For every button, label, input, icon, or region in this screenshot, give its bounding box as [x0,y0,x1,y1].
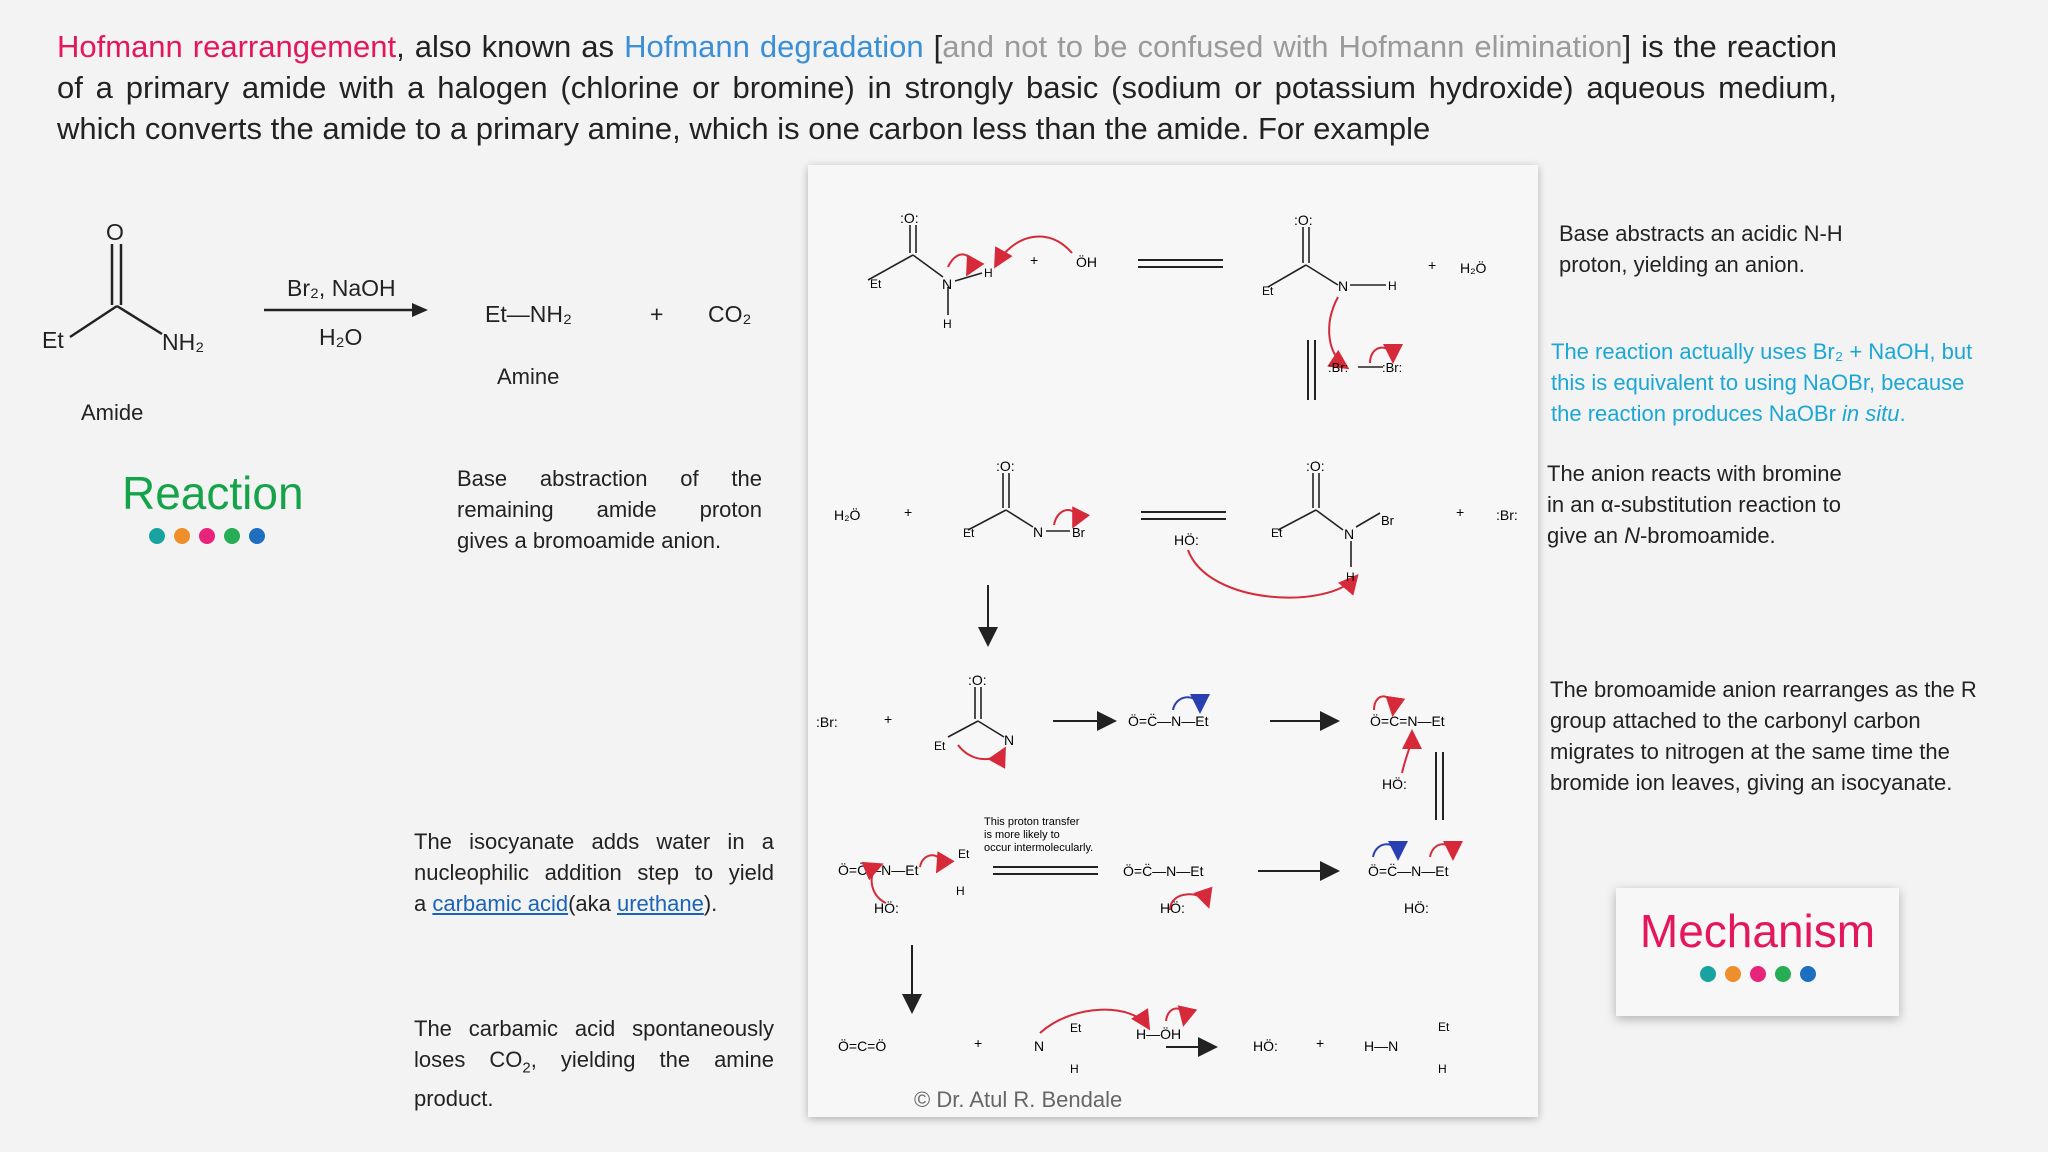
amine-label: Amine [497,364,560,389]
step2-n: N [1033,524,1044,540]
step2-h2o: H₂Ö [834,507,861,523]
step2-bromoamide [1278,473,1380,567]
reaction-dot [199,528,215,544]
step4-et: Et [958,847,970,861]
note-text: give an [1547,523,1625,548]
intro-paragraph [57,26,1837,149]
step1-o: :O: [900,210,919,226]
step3-ho: HÖ: [1382,776,1407,792]
bracket-open: [ [933,29,943,64]
step1-n: N [942,276,953,292]
equilibrium-arrows-vertical-2 [1436,752,1443,820]
step5-amine: H—N [1364,1038,1399,1054]
step2-br-ion: :Br: [1496,507,1518,523]
reaction-dot [224,528,240,544]
note-carbamic [414,1013,774,1114]
amide-structure [70,244,162,337]
step3-plus: + [884,711,893,727]
proton-note-1: This proton transfer [984,816,1080,828]
product-plus: + [650,301,664,327]
note-line [1547,520,1927,551]
step3-blue-arrow [1173,697,1200,710]
note-text: . [1899,401,1906,426]
note-line: this is equivalent to using NaOBr, because [1551,370,1965,395]
mechanism-diagram [808,165,1538,1117]
note-base-abstracts: Base abstracts an acidic N-H proton, yielding an anion. [1559,221,1843,277]
aka-prefix: , also known as [396,29,615,64]
step3-n: N [1004,732,1015,748]
step2-plus: + [904,504,913,520]
step2-br: Br [1072,525,1085,540]
step2-bromoamide-n: N [1344,526,1355,542]
note-line: nucleophilic addition step to yield [414,860,774,885]
note-text: the reaction produces NaOBr [1551,401,1843,426]
note-text: ). [703,891,718,916]
subscript: 2 [522,1059,531,1077]
step2-ho-arrow [1188,550,1356,598]
carbamic-acid-link[interactable]: carbamic acid [432,891,569,916]
mechanism-panel [808,165,1538,1117]
note-text: -bromoamide. [1639,523,1776,548]
note-line: gives a bromoamide anion. [457,528,722,553]
step1-amide [868,225,948,315]
step3-ho-arrow [1402,733,1412,773]
note-isocyanate [414,826,774,919]
intro-text: is the reaction of a primary amide with a halogen (chlorine or bromine) in strongly basic (sodium or potassium hydroxide) aqueous medium, which converts the amide to a primary amine, which is one carbon less than the amide. For example [57,29,1837,146]
term-hofmann-rearrangement: Hofmann rearrangement [57,29,397,64]
step4-carbamate-b: Ö=C̈—N—Et [1368,863,1449,879]
step5-et: Et [1070,1021,1082,1035]
step1-anion [1268,227,1386,287]
mechanism-dot [1725,966,1741,982]
mechanism-dot [1775,966,1791,982]
step2-ho: HÖ: [1174,532,1199,548]
in-situ: in situ [1842,401,1900,426]
step2-plus2: + [1456,504,1465,520]
step1-plus: + [1030,252,1039,268]
note-line: bromide ion leaves, giving an isocyanate. [1550,770,1953,795]
reaction-arrowhead [412,303,428,317]
step4-blue-arrow [1373,844,1398,857]
note-naobr [1551,336,2021,429]
step2-bromoamide-br: Br [1381,513,1394,528]
proton-note-3: occur intermolecularly. [984,842,1094,854]
amide-oxygen: O [106,219,124,245]
step2-bromoamide-o: :O: [1306,458,1325,474]
step1-anion-n: N [1338,278,1349,294]
equilibrium-arrows-vertical [1308,340,1315,400]
step2-bromoamide-h: H [1346,570,1355,584]
reaction-scheme [0,200,800,500]
mechanism-title: Mechanism [1639,905,1876,957]
step3-o: :O: [968,672,987,688]
step5-oh-arrow [1166,1008,1185,1023]
step2-bromoamide-et: Et [1271,526,1283,540]
step3-anion [948,687,1004,737]
mechanism-dots [1700,966,1816,982]
note-line: migrates to nitrogen at the same time the [1550,739,1950,764]
equilibrium-arrows-4 [993,867,1098,874]
step1-h2: H [943,317,952,331]
step5-amine-et: Et [1438,1020,1450,1034]
step1-h2o: H₂Ö [1460,260,1487,276]
step2-arrow-n-br [1329,297,1346,367]
step5-plus: + [974,1035,983,1051]
step1-arrow [948,254,971,273]
step4-carbamate-a: Ö=C̈—N—Et [1123,863,1204,879]
note-line: The reaction actually uses Br₂ + NaOH, but [1551,339,1973,364]
step5-amine-h: H [1438,1062,1447,1076]
amide-et: Et [42,327,64,353]
step3-br-ion: :Br: [816,714,838,730]
note-line: remaining amide proton [457,497,762,522]
br2-left: :Br: [1328,360,1349,375]
note-line: The anion reacts with bromine [1547,461,1842,486]
step5-co2: Ö=C=Ö [838,1038,887,1054]
step1-oh: ÖH [1076,254,1097,270]
step4-o: Ö=C̈—N—Et [838,862,919,878]
copyright: © Dr. Atul R. Bendale [914,1087,1123,1112]
note-line [414,888,774,919]
step2-nh-arrow [1054,510,1076,525]
equilibrium-arrows-1 [1138,260,1223,267]
note-rearrange [1550,674,2030,798]
step5-hoh: H—ÖH [1136,1026,1182,1042]
step2-o: :O: [996,458,1015,474]
note-line: The carbamic acid spontaneously [414,1016,774,1041]
reagent-bottom: H₂O [319,324,363,350]
step3-migration-arrow [958,745,1004,759]
amide-nh2: NH₂ [162,329,205,355]
product-amine: Et—NH₂ [485,301,572,327]
note-text: (aka [568,891,617,916]
step3-isocyanate-b: Ö=C=N—Et [1370,713,1445,729]
step1-anion-o: :O: [1294,212,1313,228]
reaction-title: Reaction [122,467,304,519]
step1-anion-h: H [1388,279,1397,293]
n-italic: N [1624,523,1640,548]
term-hofmann-degradation: Hofmann degradation [624,29,924,64]
step5-ho: HÖ: [1253,1038,1278,1054]
bracket-close: ] [1622,29,1632,64]
reagent-top: Br₂, NaOH [287,275,396,301]
step4-oh: HÖ: [874,900,899,916]
equilibrium-arrows-2 [1141,512,1226,519]
step4-carbamate-a-o: HÖ: [1160,900,1185,916]
step2-et: Et [963,526,975,540]
reaction-dot [149,528,165,544]
step4-h: H [956,884,965,898]
note-text: loses CO [414,1047,523,1072]
note-line: The isocyanate adds water in a [414,829,774,854]
step1-nh-bond [955,273,982,281]
note-text: , yielding the amine [530,1047,774,1072]
step5-n: N [1034,1038,1045,1054]
step1-plus2: + [1428,257,1437,273]
urethane-link[interactable]: urethane [617,891,704,916]
mechanism-dot [1700,966,1716,982]
note-base-abstraction [457,463,762,556]
step4-carbamate-b-oh: HÖ: [1404,900,1429,916]
step3-isocyanate-a: Ö=C̈—N—Et [1128,713,1209,729]
reaction-dots [149,528,265,544]
br2-right: :Br: [1382,360,1403,375]
note-line [1551,398,2021,429]
step3-et: Et [934,739,946,753]
step4-nh-arrow [920,855,940,870]
note-line: product. [414,1086,494,1112]
mechanism-dot [1750,966,1766,982]
step5-arrow [1040,1010,1148,1033]
step1-et: Et [870,277,882,291]
proton-note-2: is more likely to [984,829,1060,841]
product-co2: CO₂ [708,301,752,327]
mechanism-card [1616,888,1899,1016]
note-text: a [414,891,433,916]
note-alpha-substitution [1547,458,1927,551]
note-line [414,1044,774,1083]
step5-plus2: + [1316,1035,1325,1051]
note-line: group attached to the carbonyl carbon [1550,708,1921,733]
step1-h: H [984,266,993,280]
note-line: in an α-substitution reaction to [1547,492,1841,517]
note-line: The bromoamide anion rearranges as the R [1550,677,1977,702]
step4-red-arrow-2 [1430,844,1453,857]
amide-label: Amide [81,400,144,425]
step5-h: H [1070,1062,1079,1076]
reaction-dot [249,528,265,544]
mechanism-dot [1800,966,1816,982]
note-line: Base abstraction of the [457,466,762,491]
not-confused-note: and not to be confused with Hofmann elimination [942,29,1623,64]
step1-anion-et: Et [1262,284,1274,298]
step3-red-arrow [1374,696,1393,713]
reaction-dot [174,528,190,544]
